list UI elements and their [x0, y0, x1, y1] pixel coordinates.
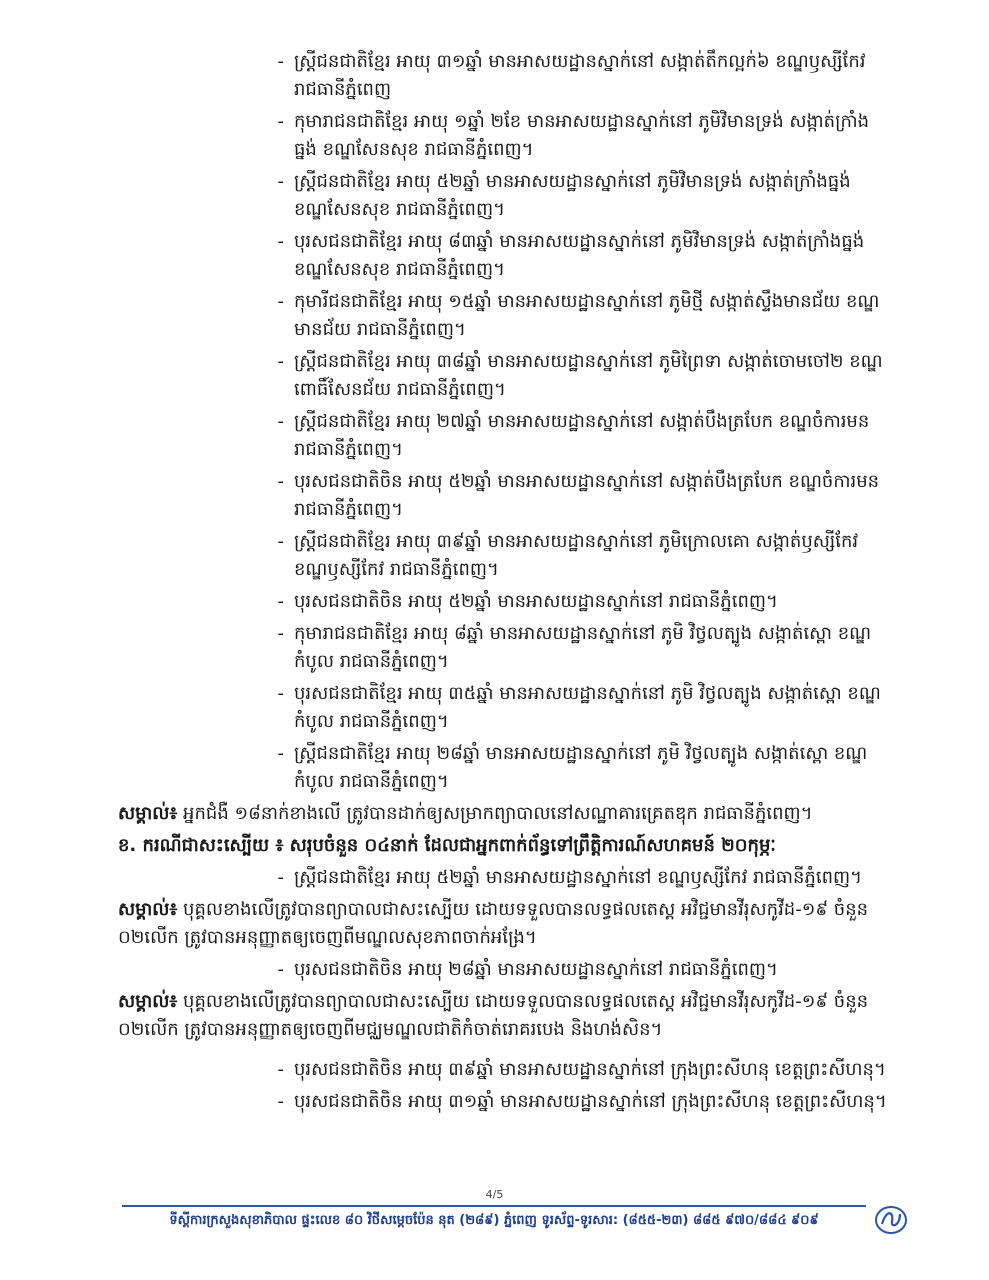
note-text: បុគ្គលខាងលើត្រូវបានព្យាបាលជាសះស្បើយ ដោយទទួលបានលទ្ធផលតេស្ត អវិជ្ជមានវីរុសកូវីដ-១៩ ចំនួន ០២លើក ត្រូវបានអនុញ្ញាតឲ្យចេញពីមណ្ឌលសុខភាពចាក់អង្រែ។: [118, 899, 869, 948]
list-item: [118, 228, 888, 284]
bullet-dash: -: [277, 1059, 284, 1080]
bullet-dash: -: [277, 591, 284, 612]
list-item-text: បុរសជនជាតិចិន អាយុ ២៨ឆ្នាំ មានអាសយដ្ឋានស្នាក់នៅ រាជធានីភ្នំពេញ។: [294, 959, 778, 980]
list-item: [118, 348, 888, 404]
list-item-text: កុមារីជនជាតិខ្មែរ អាយុ ១៥ឆ្នាំ មានអាសយដ្ឋានស្នាក់នៅ ភូមិថ្មី សង្កាត់ស្ទឹងមានជ័យ ខណ្ឌមានជ័យ រាជធានីភ្នំពេញ។: [294, 291, 880, 340]
list-item-text: ស្ត្រីជនជាតិខ្មែរ អាយុ ៣១ឆ្នាំ មានអាសយដ្ឋានស្នាក់នៅ សង្កាត់តឹកល្អក់៦ ខណ្ឌឫស្សីកែវ រាជធានីភ្នំពេញ: [294, 51, 866, 100]
note-label: សម្គាល់៖: [118, 803, 178, 824]
note-paragraph: [118, 896, 888, 952]
section-heading: ខ. ករណីជាសះស្បើយ ៖ សរុបចំនួន ០៤នាក់ ដែលជាអ្នកពាក់ព័ន្ធទៅព្រឹត្តិការណ៍សហគមន៍ ២០កុម្ភៈ: [118, 835, 776, 856]
ministry-logo-icon: [872, 1202, 910, 1236]
list-item-text: កុមារាជនជាតិខ្មែរ អាយុ ៨ឆ្នាំ មានអាសយដ្ឋានស្នាក់នៅ ភូមិ វិថ្វលត្បូង សង្កាត់ស្ពោ ខណ្ឌកំបូល រាជធានីភ្នំពេញ។: [294, 623, 872, 672]
bullet-dash: -: [277, 51, 284, 72]
list-item-text: ស្ត្រីជនជាតិខ្មែរ អាយុ ៣៨ឆ្នាំ មានអាសយដ្ឋានស្នាក់នៅ ភូមិព្រៃទា សង្កាត់ចោមចៅ២ ខណ្ឌពោធិ៍សែនជ័យ រាជធានីភ្នំពេញ។: [294, 351, 883, 400]
list-item-text: បុរសជនជាតិចិន អាយុ ៥២ឆ្នាំ មានអាសយដ្ឋានស្នាក់នៅ សង្កាត់បឹងត្របែក ខណ្ឌចំការមន រាជធានីភ្នំពេញ។: [294, 471, 880, 520]
bullet-dash: -: [277, 867, 284, 888]
bullet-dash: -: [277, 471, 284, 492]
list-item: [118, 408, 888, 464]
bullet-dash: -: [277, 351, 284, 372]
spacer: [118, 1048, 888, 1056]
footer-address: ទីស្តីការក្រសួងសុខាភិបាល ផ្ទះលេខ ៨០ វិថីសម្តេចប៉ែន នុត (២៨៩) ភ្នំពេញ ទូរស័ព្ទ-ទូរសារ: (៨៥៥-២៣) ៨៨៥ ៩៧០/៨៨៤ ៩០៩: [169, 1213, 819, 1228]
list-item-text: ស្ត្រីជនជាតិខ្មែរ អាយុ ២៨ឆ្នាំ មានអាសយដ្ឋានស្នាក់នៅ ភូមិ វិថ្វលត្បូង សង្កាត់ស្ពោ ខណ្ឌកំបូល រាជធានីភ្នំពេញ។: [294, 743, 868, 792]
body-text: [118, 48, 888, 1120]
page-number: 4/5: [485, 1188, 504, 1201]
footer-divider: [122, 1205, 866, 1207]
list-item-text: ស្ត្រីជនជាតិខ្មែរ អាយុ ៥២ឆ្នាំ មានអាសយដ្ឋានស្នាក់នៅ ភូមិវិមានទ្រង់ សង្កាត់ក្រាំងធ្នង់ ខណ្ឌសែនសុខ រាជធានីភ្នំពេញ។: [294, 171, 851, 220]
list-item-text: ស្ត្រីជនជាតិខ្មែរ អាយុ ៥២ឆ្នាំ មានអាសយដ្ឋានស្នាក់នៅ ខណ្ឌឫស្សីកែវ រាជធានីភ្នំពេញ។: [294, 867, 862, 888]
note-paragraph: [118, 988, 888, 1044]
list-item: [118, 956, 888, 984]
list-item-text: បុរសជនជាតិខ្មែរ អាយុ ៣៥ឆ្នាំ មានអាសយដ្ឋានស្នាក់នៅ ភូមិ វិថ្វលត្បូង សង្កាត់ស្ពោ ខណ្ឌកំបូល រាជធានីភ្នំពេញ។: [294, 683, 881, 732]
note-text: អ្នកជំងឺ ១៨នាក់ខាងលើ ត្រូវបានដាក់ឲ្យសម្រាកព្យាបាលនៅសណ្ឋាគារគ្រេតឌុក រាជធានីភ្នំពេញ។: [177, 803, 813, 824]
list-item-text: បុរសជនជាតិចិន អាយុ ៣៩ឆ្នាំ មានអាសយដ្ឋានស្នាក់នៅ ក្រុងព្រះសីហនុ ខេត្តព្រះសីហនុ។: [294, 1059, 886, 1080]
list-item-text: កុមារាជនជាតិខ្មែរ អាយុ ១ឆ្នាំ ២ខែ មានអាសយដ្ឋានស្នាក់នៅ ភូមិវិមានទ្រង់ សង្កាត់ក្រាំងធ្នង់ ខណ្ឌសែនសុខ រាជធានីភ្នំពេញ។: [294, 111, 870, 160]
list-item: [118, 108, 888, 164]
list-item: [118, 288, 888, 344]
list-item-text: ស្ត្រីជនជាតិខ្មែរ អាយុ ២៧ឆ្នាំ មានអាសយដ្ឋានស្នាក់នៅ សង្កាត់បឹងត្របែក ខណ្ឌចំការមន រាជធានីភ្នំពេញ។: [294, 411, 870, 460]
bullet-dash: -: [277, 111, 284, 132]
list-item: [118, 48, 888, 104]
list-item-text: ស្ត្រីជនជាតិខ្មែរ អាយុ ៣៩ឆ្នាំ មានអាសយដ្ឋានស្នាក់នៅ ភូមិក្រោលគោ សង្កាត់ឫស្សីកែវ ខណ្ឌឫស្សីកែវ រាជធានីភ្នំពេញ។: [294, 531, 859, 580]
list-item: [118, 588, 888, 616]
list-item: [118, 168, 888, 224]
list-item: [118, 620, 888, 676]
bullet-dash: -: [277, 411, 284, 432]
note-text: បុគ្គលខាងលើត្រូវបានព្យាបាលជាសះស្បើយ ដោយទទួលបានលទ្ធផលតេស្ត អវិជ្ជមានវីរុសកូវីដ-១៩ ចំនួន ០២លើក ត្រូវបានអនុញ្ញាតឲ្យចេញពីមជ្ឈមណ្ឌលជាតិកំចាត់រោគរបេង និងហង់សិន។: [118, 991, 869, 1040]
note-paragraph: [118, 800, 888, 828]
note-label: សម្គាល់៖: [118, 991, 178, 1012]
bullet-dash: -: [277, 623, 284, 644]
list-item: [118, 1056, 888, 1084]
list-item: [118, 680, 888, 736]
bullet-dash: -: [277, 231, 284, 252]
bullet-dash: -: [277, 531, 284, 552]
list-item-text: បុរសជនជាតិខ្មែរ អាយុ ៨៣ឆ្នាំ មានអាសយដ្ឋានស្នាក់នៅ ភូមិវិមានទ្រង់ សង្កាត់ក្រាំងធ្នង់ ខណ្ឌសែនសុខ រាជធានីភ្នំពេញ។: [294, 231, 865, 280]
list-item: [118, 740, 888, 796]
list-item: [118, 468, 888, 524]
bullet-dash: -: [277, 959, 284, 980]
list-item: [118, 864, 888, 892]
bullet-dash: -: [277, 171, 284, 192]
bullet-dash: -: [277, 1091, 284, 1112]
list-item-text: បុរសជនជាតិចិន អាយុ ៥២ឆ្នាំ មានអាសយដ្ឋានស្នាក់នៅ រាជធានីភ្នំពេញ។: [294, 591, 778, 612]
list-item: [118, 1088, 888, 1116]
bullet-dash: -: [277, 291, 284, 312]
list-item: [118, 528, 888, 584]
list-item-text: បុរសជនជាតិចិន អាយុ ៣១ឆ្នាំ មានអាសយដ្ឋានស្នាក់នៅ ក្រុងព្រះសីហនុ ខេត្តព្រះសីហនុ។: [294, 1091, 887, 1112]
bullet-dash: -: [277, 743, 284, 764]
bullet-dash: -: [277, 683, 284, 704]
note-label: សម្គាល់៖: [118, 899, 178, 920]
